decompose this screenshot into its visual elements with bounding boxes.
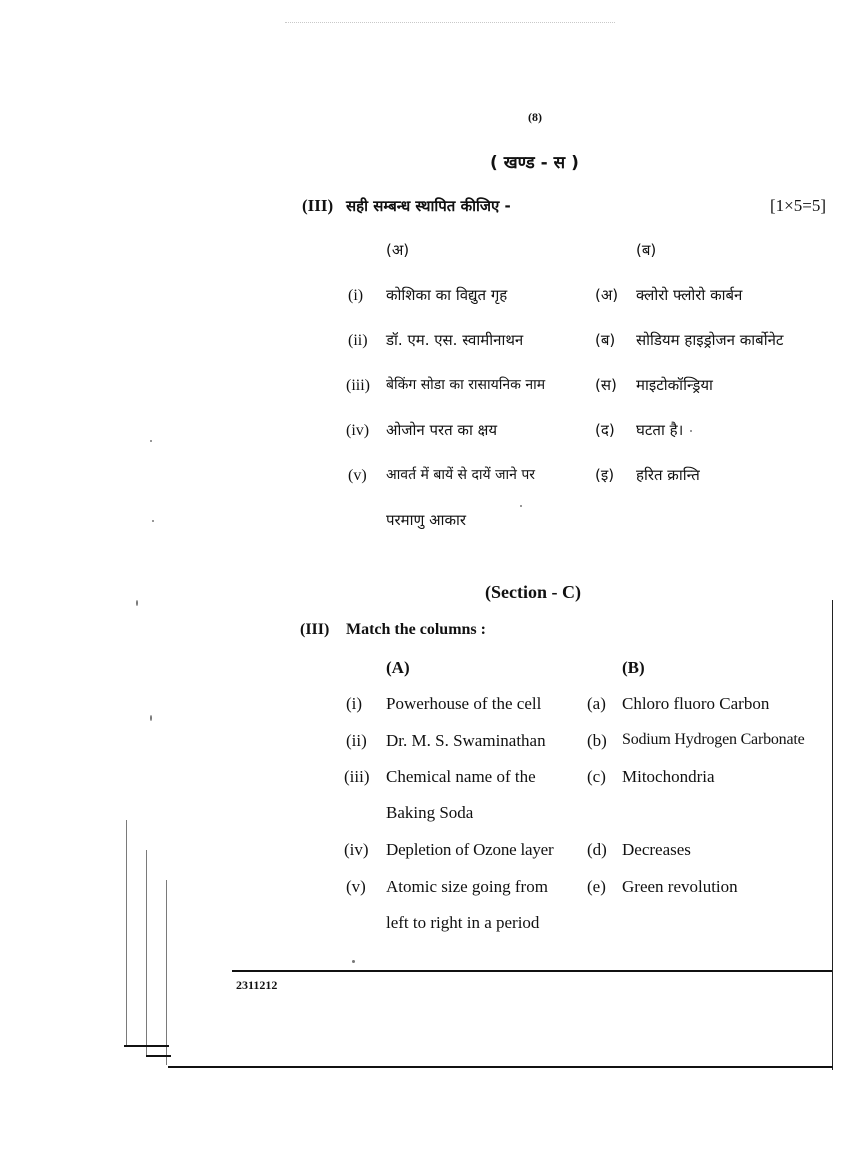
scan-noise-top	[285, 8, 615, 23]
hindi-row-b: माइटोकॉन्ड्रिया	[636, 376, 713, 394]
page-edge-left	[166, 880, 167, 1065]
paper-code: 2311212	[236, 978, 278, 992]
hindi-row-num: (iv)	[346, 422, 370, 439]
english-row-num: (ii)	[346, 731, 367, 750]
scan-speck	[150, 440, 152, 442]
hindi-col-b-header: (ब)	[636, 241, 657, 259]
english-row-b: Green revolution	[622, 877, 738, 896]
scan-speck	[152, 520, 154, 522]
page-edge-left	[146, 850, 147, 1055]
page-edge-bottom	[168, 1066, 833, 1068]
page-edge-bottom	[146, 1055, 171, 1057]
english-row-a: Chemical name of the	[386, 767, 536, 786]
scan-speck	[150, 715, 152, 721]
hindi-row-b: क्लोरो फ्लोरो कार्बन	[636, 286, 743, 304]
english-row-num: (i)	[346, 694, 363, 713]
english-row-b-label: (d)	[587, 840, 607, 859]
english-row-num: (iv)	[344, 840, 369, 859]
english-row-b-label: (e)	[587, 877, 606, 896]
hindi-row-a: कोशिका का विद्युत गृह	[386, 286, 508, 304]
hindi-row-b-label: (स)	[595, 376, 617, 394]
hindi-row-b: हरित क्रान्ति	[636, 466, 700, 484]
hindi-row-b-label: (अ)	[595, 286, 619, 304]
hindi-row-a: आवर्त में बायें से दायें जाने पर	[386, 467, 535, 483]
hindi-row-a-continuation: परमाणु आकार	[386, 511, 466, 529]
hindi-row-b-label: (द)	[595, 421, 615, 439]
english-row-b: Sodium Hydrogen Carbonate	[622, 731, 805, 748]
scan-speck	[136, 600, 138, 606]
english-row-b: Chloro fluoro Carbon	[622, 694, 770, 713]
scan-speck	[352, 960, 355, 963]
hindi-row-a: डॉ. एम. एस. स्वामीनाथन	[386, 331, 524, 349]
hindi-instruction: सही सम्बन्ध स्थापित कीजिए -	[346, 197, 511, 215]
hindi-row-b-label: (ब)	[595, 331, 616, 349]
english-row-b: Decreases	[622, 840, 691, 859]
scan-speck	[520, 505, 522, 507]
hindi-col-a-header: (अ)	[386, 241, 410, 259]
english-instruction: Match the columns :	[346, 621, 486, 638]
english-section-heading: (Section - C)	[485, 582, 581, 602]
hindi-row-b: घटता है।	[636, 421, 684, 439]
hindi-row-num: (v)	[348, 467, 367, 484]
english-row-a: Atomic size going from	[386, 877, 548, 896]
english-question-number: (III)	[300, 621, 330, 638]
footer-rule	[232, 970, 832, 972]
english-row-a: Depletion of Ozone layer	[386, 840, 554, 859]
page-number: (8)	[528, 110, 542, 124]
marks-label: [1×5=5]	[770, 196, 826, 215]
hindi-row-num: (i)	[348, 287, 364, 304]
hindi-row-num: (iii)	[346, 377, 370, 394]
english-row-num: (v)	[346, 877, 366, 896]
english-row-num: (iii)	[344, 767, 370, 786]
english-col-a-header: (A)	[386, 658, 410, 677]
hindi-row-b: सोडियम हाइड्रोजन कार्बोनेट	[636, 331, 784, 349]
hindi-row-a: ओजोन परत का क्षय	[386, 421, 498, 439]
scan-speck	[690, 430, 692, 432]
hindi-row-b-label: (इ)	[595, 466, 615, 484]
hindi-row-num: (ii)	[348, 332, 368, 349]
english-row-a: Powerhouse of the cell	[386, 694, 542, 713]
page-edge-right	[832, 600, 833, 1070]
page-edge-left	[126, 820, 127, 1045]
hindi-row-a: बेकिंग सोडा का रासायनिक नाम	[386, 377, 546, 393]
english-row-b-label: (a)	[587, 694, 606, 713]
hindi-question-number: (III)	[302, 196, 334, 215]
english-row-b: Mitochondria	[622, 767, 715, 786]
english-row-a-continuation: Baking Soda	[386, 803, 474, 822]
english-row-a: Dr. M. S. Swaminathan	[386, 731, 546, 750]
english-row-b-label: (c)	[587, 767, 606, 786]
english-col-b-header: (B)	[622, 658, 645, 677]
page-edge-bottom	[124, 1045, 169, 1047]
english-row-b-label: (b)	[587, 731, 607, 750]
english-row-a-continuation: left to right in a period	[386, 913, 540, 932]
hindi-section-heading: ( खण्ड - स )	[490, 153, 579, 173]
